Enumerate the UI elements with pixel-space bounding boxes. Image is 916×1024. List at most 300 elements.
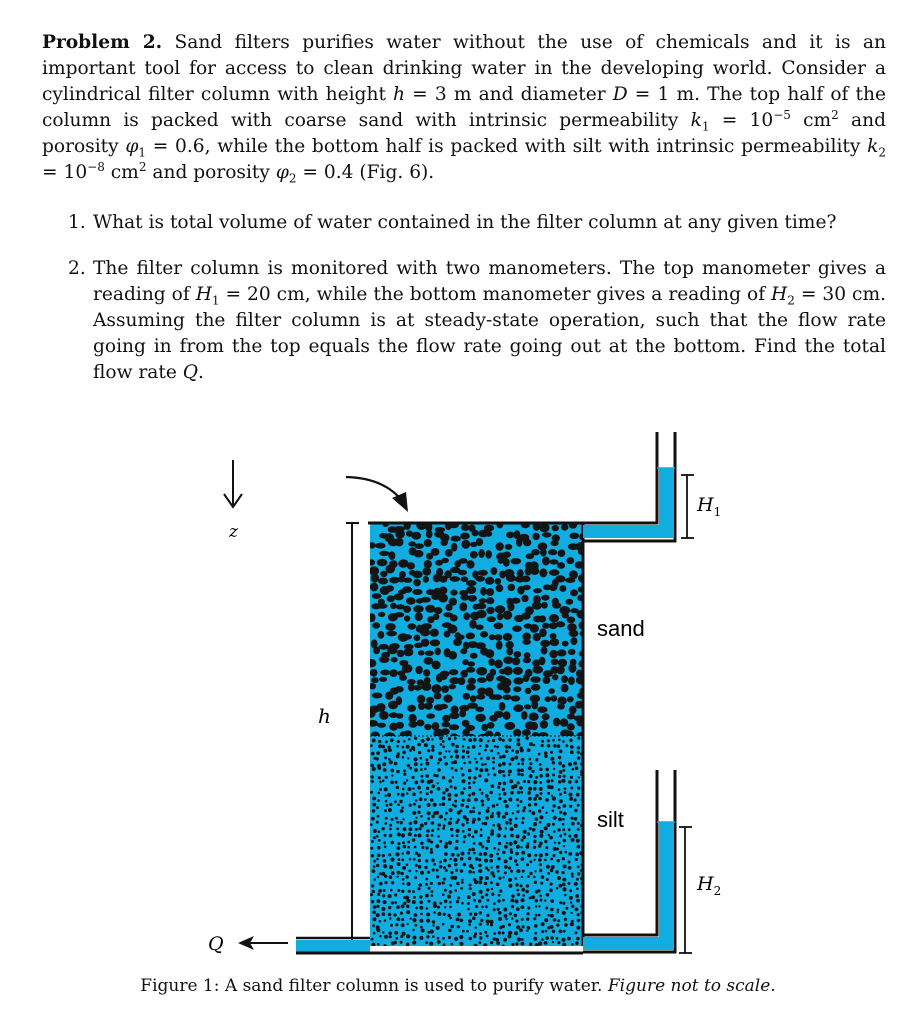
silt-grain [397, 833, 401, 837]
problem-statement [42, 30, 886, 186]
silt-grain [417, 853, 421, 857]
silt-grain [379, 781, 382, 784]
problem-text: = 0.4 (Fig. 6). [296, 162, 435, 183]
silt-grain [455, 869, 458, 872]
silt-grain [377, 854, 381, 858]
silt-grain [565, 851, 568, 854]
sand-grain [422, 567, 431, 575]
silt-grain [563, 775, 566, 778]
sand-grain [499, 702, 506, 711]
silt-grain [425, 859, 428, 862]
silt-grain [529, 827, 532, 830]
silt-grain [533, 846, 536, 849]
silt-grain [448, 841, 452, 845]
silt-grain [379, 788, 382, 791]
silt-grain [370, 764, 374, 768]
sand-grain [450, 615, 458, 622]
silt-grain [394, 901, 397, 904]
silt-grain [388, 808, 392, 812]
sand-grain [550, 633, 557, 639]
silt-grain [389, 917, 392, 920]
silt-grain [438, 912, 442, 916]
silt-grain [577, 804, 580, 807]
silt-grain [435, 811, 439, 815]
silt-grain [442, 827, 445, 830]
silt-grain [517, 791, 520, 794]
silt-grain [372, 803, 376, 807]
silt-grain [516, 742, 520, 746]
silt-grain [559, 851, 562, 854]
sand-grain [404, 615, 410, 621]
silt-grain [406, 905, 410, 909]
silt-grain [526, 863, 529, 866]
sand-grain [377, 559, 388, 567]
silt-grain [444, 818, 447, 821]
sand-grain [442, 715, 450, 723]
silt-grain [562, 887, 566, 891]
sand-grain [521, 711, 528, 720]
sand-grain [450, 576, 461, 582]
silt-grain [402, 746, 405, 749]
silt-grain [448, 750, 450, 752]
silt-grain [498, 877, 501, 880]
silt-grain [535, 758, 538, 761]
silt-grain [558, 775, 561, 778]
silt-grain [418, 805, 421, 808]
silt-grain [490, 814, 494, 818]
silt-grain [564, 791, 567, 794]
silt-grain [409, 822, 412, 825]
silt-grain [538, 858, 542, 862]
silt-grain [503, 774, 506, 777]
sand-grain [512, 626, 522, 632]
silt-grain [396, 905, 400, 909]
sand-grain [540, 548, 547, 556]
silt-grain [522, 817, 525, 820]
silt-grain [490, 881, 493, 884]
sand-grain [521, 576, 531, 583]
silt-grain [503, 800, 507, 804]
sand-grain [537, 706, 547, 713]
sand-grain [388, 701, 398, 710]
silt-grain [388, 932, 392, 936]
sand-grain [494, 711, 504, 718]
silt-grain [402, 883, 404, 885]
math-exponent: 2 [138, 159, 147, 174]
silt-grain [559, 901, 562, 904]
silt-grain [382, 912, 386, 916]
silt-grain [487, 899, 490, 902]
silt-grain [398, 842, 401, 845]
silt-grain [557, 919, 560, 922]
silt-grain [420, 815, 423, 818]
silt-grain [540, 899, 543, 902]
silt-grain [490, 749, 493, 752]
silt-grain [517, 773, 520, 776]
silt-grain [575, 853, 579, 857]
silt-grain [439, 865, 443, 869]
silt-grain [513, 840, 517, 844]
silt-grain [502, 932, 505, 935]
silt-grain [486, 888, 489, 891]
silt-grain [430, 850, 434, 854]
silt-grain [415, 799, 418, 802]
silt-grain [539, 787, 543, 791]
silt-grain [478, 899, 482, 903]
silt-grain [535, 776, 538, 779]
silt-grain [515, 817, 518, 820]
silt-grain [413, 936, 417, 940]
silt-grain [463, 787, 466, 790]
silt-grain [453, 876, 457, 880]
caption-text: Figure 1: A sand filter column is used to purify water. [140, 976, 608, 996]
silt-grain [400, 912, 403, 915]
silt-grain [421, 775, 424, 778]
sand-grain [542, 532, 552, 537]
silt-grain [487, 869, 490, 872]
silt-grain [432, 935, 435, 938]
silt-grain [545, 773, 549, 777]
sand-grain [445, 549, 453, 557]
sand-grain [467, 661, 475, 666]
silt-grain [414, 768, 418, 772]
math-sub: 2 [787, 293, 795, 308]
silt-grain [485, 847, 488, 850]
silt-grain [521, 898, 525, 902]
silt-grain [516, 889, 519, 892]
silt-grain [553, 816, 557, 820]
silt-grain [528, 803, 531, 806]
sand-grain [530, 676, 540, 683]
silt-grain [533, 835, 536, 838]
silt-grain [454, 805, 457, 808]
silt-grain [389, 760, 393, 764]
silt-grain [420, 763, 423, 766]
silt-grain [541, 744, 544, 747]
silt-grain [521, 918, 524, 921]
silt-grain [511, 905, 514, 908]
silt-grain [408, 738, 411, 741]
silt-grain [402, 756, 405, 759]
silt-grain [433, 911, 436, 914]
math-H2: H [771, 284, 788, 305]
silt-grain [376, 858, 379, 861]
sand-grain [476, 576, 486, 582]
silt-grain [475, 857, 478, 860]
silt-grain [479, 852, 483, 856]
sand-grain [422, 682, 432, 691]
silt-grain [535, 905, 537, 907]
silt-grain [479, 923, 482, 926]
sand-grain [486, 607, 494, 614]
silt-grain [401, 923, 405, 927]
silt-grain [371, 938, 374, 941]
silt-grain [412, 787, 414, 789]
silt-grain [403, 773, 406, 776]
silt-grain [407, 764, 410, 767]
silt-grain [502, 815, 506, 819]
silt-grain [527, 926, 531, 930]
silt-grain [463, 762, 466, 765]
silt-grain [401, 918, 404, 921]
sand-grain [530, 722, 538, 731]
silt-grain [396, 786, 399, 789]
silt-grain [549, 889, 553, 893]
silt-grain [460, 791, 464, 795]
silt-grain [520, 791, 523, 794]
silt-grain [472, 871, 475, 874]
sand-grain [491, 567, 498, 575]
silt-grain [567, 937, 571, 941]
H1-label [696, 494, 721, 519]
sand-grain [423, 576, 429, 583]
math-D: D [612, 84, 628, 105]
silt-grain [569, 805, 572, 808]
silt-grain [497, 848, 499, 850]
silt-grain [521, 876, 523, 878]
silt-grain [521, 888, 525, 892]
silt-grain [577, 828, 580, 831]
silt-grain [413, 749, 415, 751]
silt-grain [382, 931, 384, 933]
silt-grain [396, 770, 400, 774]
silt-grain [544, 918, 548, 922]
silt-grain [537, 889, 540, 892]
silt-grain [424, 822, 427, 825]
silt-grain [493, 937, 496, 940]
sand-grain [557, 649, 567, 656]
silt-grain [445, 812, 448, 815]
H2-subscript: 2 [713, 884, 722, 898]
silt-grain [437, 906, 440, 909]
silt-grain [539, 768, 543, 772]
silt-grain [485, 876, 489, 880]
silt-grain [460, 809, 463, 812]
sand-grain [476, 667, 487, 676]
silt-grain [414, 737, 417, 740]
silt-grain [480, 834, 483, 837]
silt-grain [420, 871, 424, 875]
silt-grain [502, 762, 506, 766]
sand-grain [466, 586, 476, 594]
silt-grain [425, 758, 428, 761]
silt-grain [454, 800, 457, 803]
silt-grain [448, 929, 452, 933]
sand-grain [396, 713, 404, 719]
silt-grain [551, 865, 555, 869]
sand-grain [557, 703, 565, 709]
silt-grain [466, 750, 470, 754]
silt-grain [449, 901, 452, 904]
silt-grain [562, 902, 565, 905]
silt-grain [384, 809, 387, 812]
sand-grain [391, 657, 398, 663]
silt-grain [522, 835, 526, 839]
silt-grain [562, 938, 566, 942]
silt-grain [456, 882, 460, 886]
silt-grain [431, 859, 435, 863]
silt-grain [502, 739, 505, 742]
silt-grain [377, 943, 380, 946]
silt-grain [485, 893, 488, 896]
sand-grain [570, 637, 577, 645]
silt-grain [438, 882, 441, 885]
sand-grain [372, 622, 380, 628]
silt-grain [557, 859, 560, 862]
silt-grain [443, 756, 446, 759]
sand-grain [389, 577, 399, 584]
silt-grain [486, 935, 489, 938]
sand-grain [426, 530, 433, 539]
silt-grain [413, 858, 416, 861]
sand-grain [403, 606, 411, 613]
question-2 [68, 256, 886, 386]
silt-grain [426, 919, 430, 923]
silt-grain [577, 746, 581, 750]
silt-grain [533, 876, 536, 879]
silt-grain [484, 822, 488, 826]
sand-grain [395, 612, 405, 617]
silt-grain [390, 769, 394, 773]
silt-grain [571, 873, 574, 876]
silt-grain [496, 883, 500, 887]
silt-grain [575, 894, 579, 898]
math-sub: 1 [211, 293, 220, 308]
sand-grain [439, 587, 448, 595]
silt-grain [491, 888, 493, 890]
silt-grain [479, 876, 483, 880]
silt-grain [563, 804, 567, 808]
problem-text: = 3 m and diameter [405, 84, 613, 105]
silt-grain [443, 824, 446, 827]
silt-grain [487, 740, 490, 743]
silt-grain [432, 920, 436, 924]
silt-grain [541, 930, 544, 933]
sand-grain [387, 595, 395, 602]
silt-grain [505, 745, 509, 749]
silt-grain [535, 914, 538, 917]
sand-grain [565, 599, 573, 605]
silt-grain [449, 884, 452, 887]
sand-grain [503, 686, 511, 693]
silt-grain [552, 854, 555, 857]
silt-grain [562, 828, 565, 831]
silt-grain [493, 773, 496, 776]
silt-grain [547, 744, 551, 748]
silt-grain [497, 786, 500, 789]
math-sub: 1 [138, 145, 147, 160]
sand-grain [390, 603, 397, 609]
silt-grain [370, 744, 373, 747]
silt-grain [577, 776, 579, 778]
silt-grain [571, 905, 574, 908]
silt-grain [448, 864, 451, 867]
sand-grain [402, 664, 413, 673]
sand-grain [524, 704, 531, 709]
silt-grain [421, 779, 425, 783]
sand-grain [470, 551, 478, 559]
silt-grain [474, 944, 478, 948]
silt-grain [499, 793, 501, 795]
sand-grain [503, 656, 513, 664]
silt-grain [442, 745, 445, 748]
silt-grain [420, 757, 423, 760]
silt-grain [546, 878, 549, 881]
sand-grain [525, 688, 532, 694]
silt-grain [539, 869, 542, 872]
silt-grain [378, 830, 381, 833]
silt-grain [577, 756, 580, 759]
silt-grain [414, 846, 417, 849]
silt-grain [540, 882, 543, 885]
silt-grain [515, 883, 518, 886]
silt-grain [409, 827, 413, 831]
sand-grain [555, 575, 565, 582]
z-direction-arrow [224, 460, 242, 507]
silt-grain [526, 930, 528, 932]
silt-grain [541, 740, 544, 743]
silt-grain [406, 899, 410, 903]
silt-grain [492, 824, 495, 827]
silt-grain [381, 745, 385, 749]
silt-grain [577, 919, 580, 922]
silt-grain [463, 835, 466, 838]
silt-grain [435, 844, 439, 848]
silt-grain [557, 876, 561, 880]
silt-grain [552, 930, 556, 934]
sand-grain [531, 549, 540, 555]
sand-grain [530, 567, 539, 575]
silt-grain [462, 755, 465, 758]
silt-grain [414, 834, 417, 837]
silt-grain [498, 931, 501, 934]
sand-grain [548, 549, 557, 555]
silt-grain [520, 769, 524, 773]
silt-grain [378, 740, 381, 743]
sand-grain [413, 579, 421, 587]
sand-grain [461, 576, 469, 582]
sand-grain [408, 721, 417, 728]
silt-grain [568, 882, 571, 885]
silt-grain [540, 792, 543, 795]
silt-grain [467, 746, 470, 749]
silt-grain [390, 857, 394, 861]
sand-grain [486, 673, 494, 682]
sand-grain [430, 639, 440, 646]
silt-grain [479, 788, 482, 791]
silt-grain [478, 869, 482, 873]
silt-grain [576, 888, 579, 891]
silt-grain [514, 931, 518, 935]
silt-grain [431, 745, 435, 749]
question-number: 2. [68, 258, 86, 279]
silt-grain [497, 857, 500, 860]
sand-grain [444, 631, 451, 638]
silt-grain [558, 788, 561, 791]
silt-grain [522, 809, 525, 812]
silt-grain [409, 804, 412, 807]
math-sub: 1 [701, 119, 710, 134]
silt-grain [406, 779, 408, 781]
silt-grain [420, 824, 424, 828]
silt-grain [457, 925, 460, 928]
sand-grain [403, 634, 412, 639]
sand-grain [449, 724, 459, 730]
silt-grain [418, 865, 422, 869]
sand-grain [552, 525, 559, 531]
sand-grain [513, 704, 523, 712]
sand-grain [399, 675, 407, 681]
